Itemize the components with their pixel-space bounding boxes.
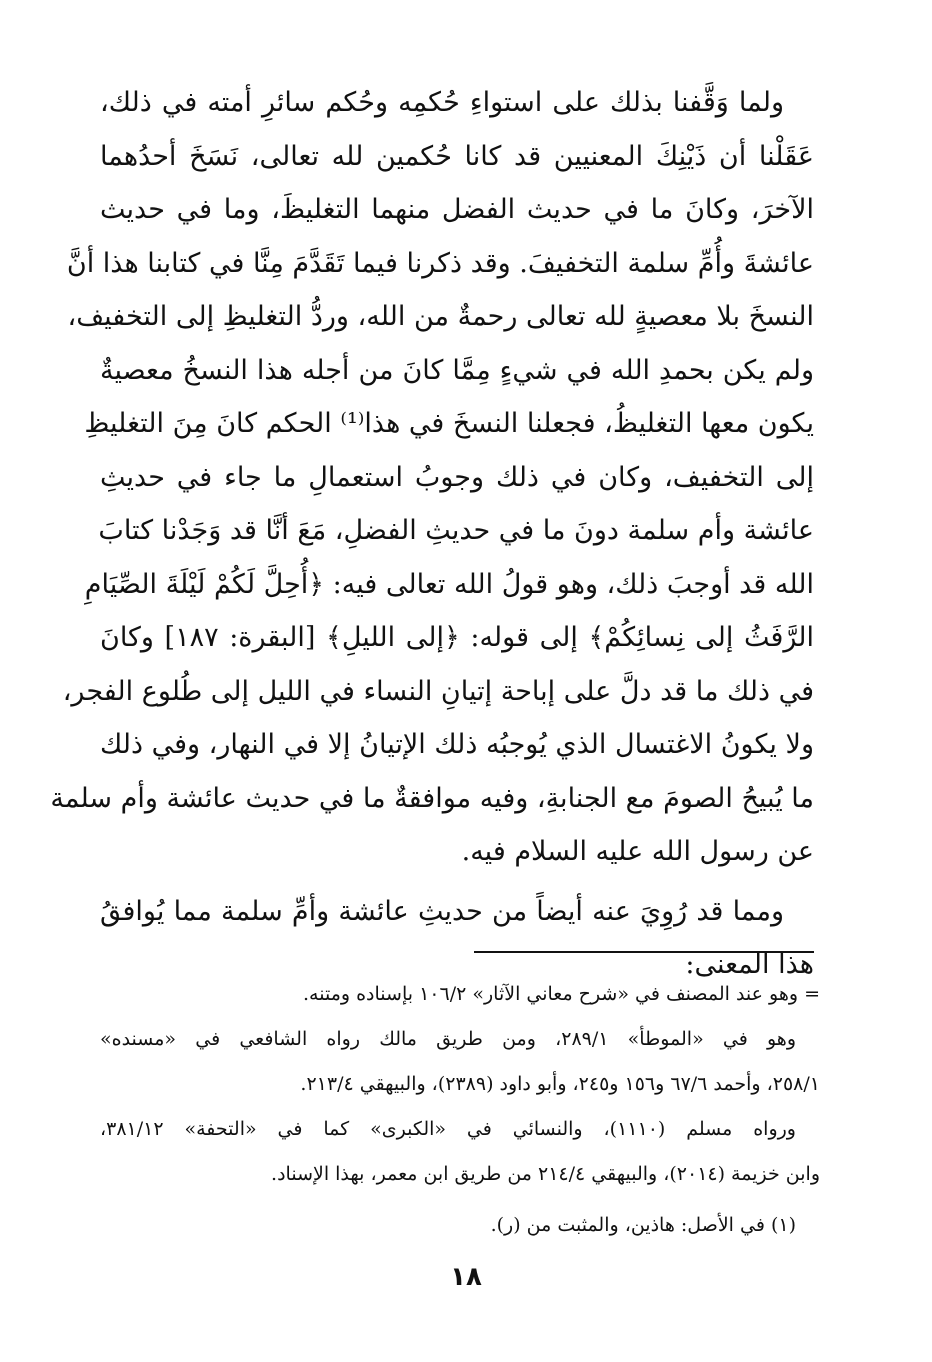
body-line: ولا يكونُ الاغتسال الذي يُوجبُه ذلك الإتيانُ إلا في النهار، وفي ذلك [100,729,814,760]
body-line: الله قد أوجبَ ذلك، وهو قولُ الله تعالى فيه: ﴿أُحِلَّ لَكُمْ لَيْلَةَ الصِّيَامِ [84,568,814,600]
body-line: يكون معها التغليظُ، فجعلنا النسخَ في هذا⁽¹⁾ الحكم كانَ مِنَ التغليظِ [84,408,814,439]
body-line: الآخرَ، وكانَ ما في حديث الفضل منهما التغليظَ، وما في حديث [100,194,814,225]
footnote-line: (١) في الأصل: هاذين، والمثبت من (ر). [490,1214,796,1236]
footnote-line: ٢٥٨/١، وأحمد ٦٧/٦ و١٥٦ و٢٤٥، وأبو داود (٢٣٨٩)، والبيهقي ٢١٣/٤. [300,1073,820,1095]
footnote-line: = وهو عند المصنف في «شرح معاني الآثار» ١٠٦/٢ بإسناده ومتنه. [303,983,820,1005]
footnote-line: ورواه مسلم (١١١٠)، والنسائي في «الكبرى» كما في «التحفة» ٣٨١/١٢، [100,1118,796,1140]
body-line: النسخَ بلا معصيةٍ لله تعالى رحمةٌ من الله، وردُّ التغليظِ إلى التخفيف، [67,301,814,332]
body-line: ما يُبيحُ الصومَ مع الجنابةِ، وفيه موافقةٌ ما في حديث عائشة وأم سلمة [50,782,814,814]
body-line: عائشة وأم سلمة دونَ ما في حديثِ الفضلِ، مَعَ أنَّا قد وَجَدْنا كتابَ [98,515,814,546]
page-number: ١٨ [450,1262,482,1292]
body-line: عن رسول الله عليه السلام فيه. [461,836,814,867]
body-line: الرَّفَثُ إلى نِسائِكُمْ﴾ إلى قوله: ﴿إلى الليلِ﴾ [البقرة: ١٨٧] وكانَ [100,622,814,653]
body-line: إلى التخفيف، وكان في ذلك وجوبُ استعمالِ ما جاء في حديثِ [100,461,814,493]
body-line: ولم يكن بحمدِ الله في شيءٍ مِمَّا كانَ من أجله هذا النسخُ معصيةٌ [100,354,814,386]
main-text-body [50,76,814,992]
footnote-line: وهو في «الموطأ» ٢٨٩/١، ومن طريق مالك رواه الشافعي في «مسنده» [100,1028,796,1050]
body-line: عائشةَ وأُمِّ سلمة التخفيفَ. وقد ذكرنا فيما تَقَدَّمَ مِنَّا في كتابنا هذا أنَّ [66,247,814,279]
body-line: ولما وَقَّفنا بذلك على استواءِ حُكمِه وحُكم سائرِ أمته في ذلك، [100,87,784,118]
footnotes [100,972,820,1248]
body-line: ومما قد رُوِيَ عنه أيضاً من حديثِ عائشة وأمِّ سلمة مما يُوافقُ [100,895,784,927]
footnote-line: وابن خزيمة (٢٠١٤)، والبيهقي ٢١٤/٤ من طريق ابن معمر، بهذا الإسناد. [271,1163,820,1185]
body-line: عَقَلْنا أن ذَيْنِكَ المعنيين قد كانا حُكمين لله تعالى، نَسَخَ أحدُهما [100,140,814,172]
body-line: هذا المعنى: [685,949,814,980]
footnote-divider [474,951,814,953]
body-line: في ذلك ما قد دلَّ على إباحة إتيانِ النساء في الليل إلى طُلوع الفجر، [62,675,814,707]
